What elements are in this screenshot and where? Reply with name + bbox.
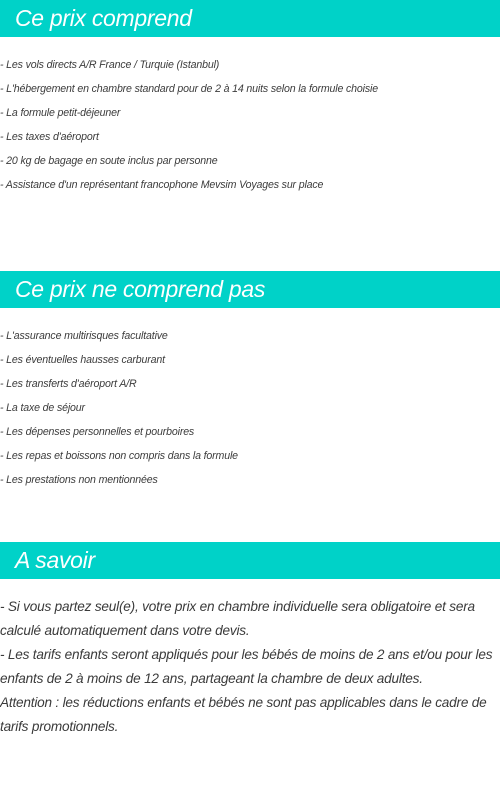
a-savoir-paragraph: Attention : les réductions enfants et bébés ne sont pas applicables dans le cadre de tarifs promotionnels. (0, 695, 487, 734)
a-savoir-text (0, 595, 500, 739)
a-savoir-paragraph: - Si vous partez seul(e), votre prix en chambre individuelle sera obligatoire et sera calculé automatiquement dans votre devis. (0, 599, 475, 638)
section-header-a-savoir (0, 542, 500, 579)
list-item: - Assistance d'un représentant francophone Mevsim Voyages sur place (0, 179, 324, 191)
list-item: - Les repas et boissons non compris dans la formule (0, 450, 238, 462)
list-ne-comprend-pas (0, 324, 500, 492)
section-title-comprend: Ce prix comprend (15, 5, 192, 31)
section-header-comprend (0, 0, 500, 37)
a-savoir-paragraph: - Les tarifs enfants seront appliqués pour les bébés de moins de 2 ans et/ou pour les enfants de 2 à moins de 12 ans, partageant la chambre de deux adultes. (0, 647, 493, 686)
list-item: - Les taxes d'aéroport (0, 131, 99, 143)
list-item: - Les dépenses personnelles et pourboires (0, 426, 195, 438)
list-comprend (0, 53, 500, 197)
list-item: - La taxe de séjour (0, 402, 85, 414)
section-title-ne-comprend-pas: Ce prix ne comprend pas (15, 276, 266, 302)
list-item: - Les vols directs A/R France / Turquie (Istanbul) (0, 59, 220, 71)
list-item: - L'hébergement en chambre standard pour de 2 à 14 nuits selon la formule choisie (0, 83, 378, 95)
list-item: - La formule petit-déjeuner (0, 107, 121, 119)
list-item: - 20 kg de bagage en soute inclus par personne (0, 155, 218, 167)
list-item: - Les prestations non mentionnées (0, 474, 158, 486)
section-header-ne-comprend-pas (0, 271, 500, 308)
section-title-a-savoir: A savoir (15, 547, 95, 573)
list-item: - Les éventuelles hausses carburant (0, 354, 165, 366)
list-item: - Les transferts d'aéroport A/R (0, 378, 137, 390)
list-item: - L'assurance multirisques facultative (0, 330, 168, 342)
